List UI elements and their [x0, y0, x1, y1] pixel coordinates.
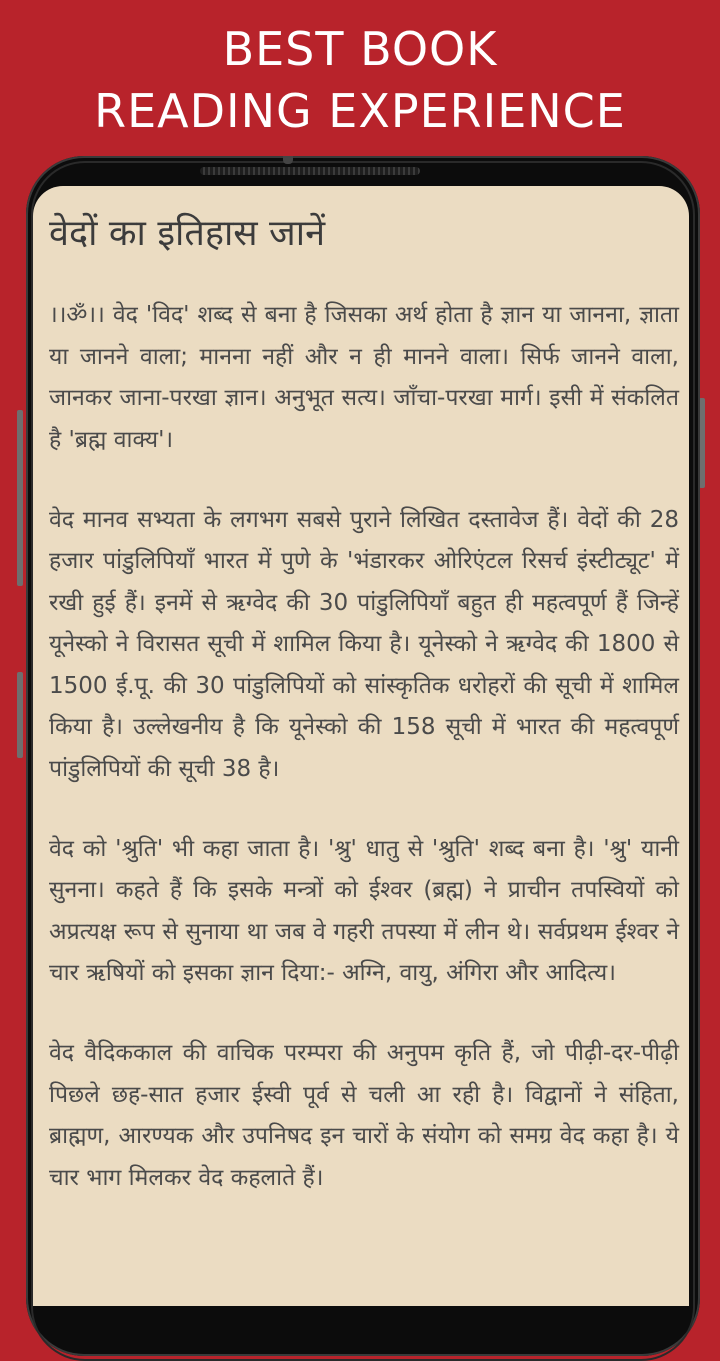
chapter-body[interactable]	[49, 295, 679, 1238]
promo-banner-line-1: BEST BOOK	[222, 22, 498, 76]
paragraph-1: ।।ॐ।। वेद 'विद' शब्द से बना है जिसका अर्थ होता है ज्ञान या जानना, ज्ञाता या जानने वाला; मानना नहीं और न ही मानने वाला। सिर्फ जानने वाला, जानकर जाना-परखा ज्ञान। अनुभूत सत्य। जाँचा-परखा मार्ग। इसी में संकलित है 'ब्रह्म वाक्य'।	[49, 302, 679, 453]
speaker-grille	[200, 167, 420, 175]
chapter-title: वेदों का इतिहास जानें	[49, 213, 326, 254]
paragraph-2: वेद मानव सभ्यता के लगभग सबसे पुराने लिखित दस्तावेज हैं। वेदों की 28 हजार पांडुलिपियाँ भारत में पुणे के 'भंडारकर ओरिएंटल रिसर्च इंस्टीट्यूट' में रखी हुई हैं। इनमें से ऋग्वेद की 30 पांडुलिपियाँ बहुत ही महत्वपूर्ण हैं जिन्हें यूनेस्को ने विरासत सूची में शामिल किया है। यूनेस्को ने ऋग्वेद की 1800 से 1500 ई.पू. की 30 पांडुलिपियों को सांस्कृतिक धरोहरों की सूची में शामिल किया है। उल्लेखनीय है कि यूनेस्को की 158 सूची में भारत की महत्वपूर्ण पांडुलिपियों की सूची 38 है।	[49, 506, 679, 782]
volume-button	[17, 672, 23, 758]
promo-banner-title	[0, 18, 720, 142]
promo-banner-line-2: READING EXPERIENCE	[94, 84, 626, 138]
camera-notch	[283, 156, 293, 164]
reader-screen[interactable]	[33, 186, 689, 1306]
paragraph-3: वेद को 'श्रुति' भी कहा जाता है। 'श्रु' धातु से 'श्रुति' शब्द बना है। 'श्रु' यानी सुनना। कहते हैं कि इसके मन्त्रों को ईश्वर (ब्रह्म) ने प्राचीन तपस्वियों को अप्रत्यक्ष रूप से सुनाया था जब वे गहरी तपस्या में लीन थे। सर्वप्रथम ईश्वर ने चार ऋषियों को इसका ज्ञान दिया:- अग्नि, वायु, अंगिरा और आदित्य।	[49, 835, 679, 986]
paragraph-4: वेद वैदिककाल की वाचिक परम्परा की अनुपम कृति हैं, जो पीढ़ी-दर-पीढ़ी पिछले छह-सात हजार ईस्वी पूर्व से चली आ रही है। विद्वानों ने संहिता, ब्राह्मण, आरण्यक और उपनिषद इन चारों के संयोग को समग्र वेद कहा है। ये चार भाग मिलकर वेद कहलाते हैं।	[49, 1040, 679, 1191]
power-button	[17, 410, 23, 586]
